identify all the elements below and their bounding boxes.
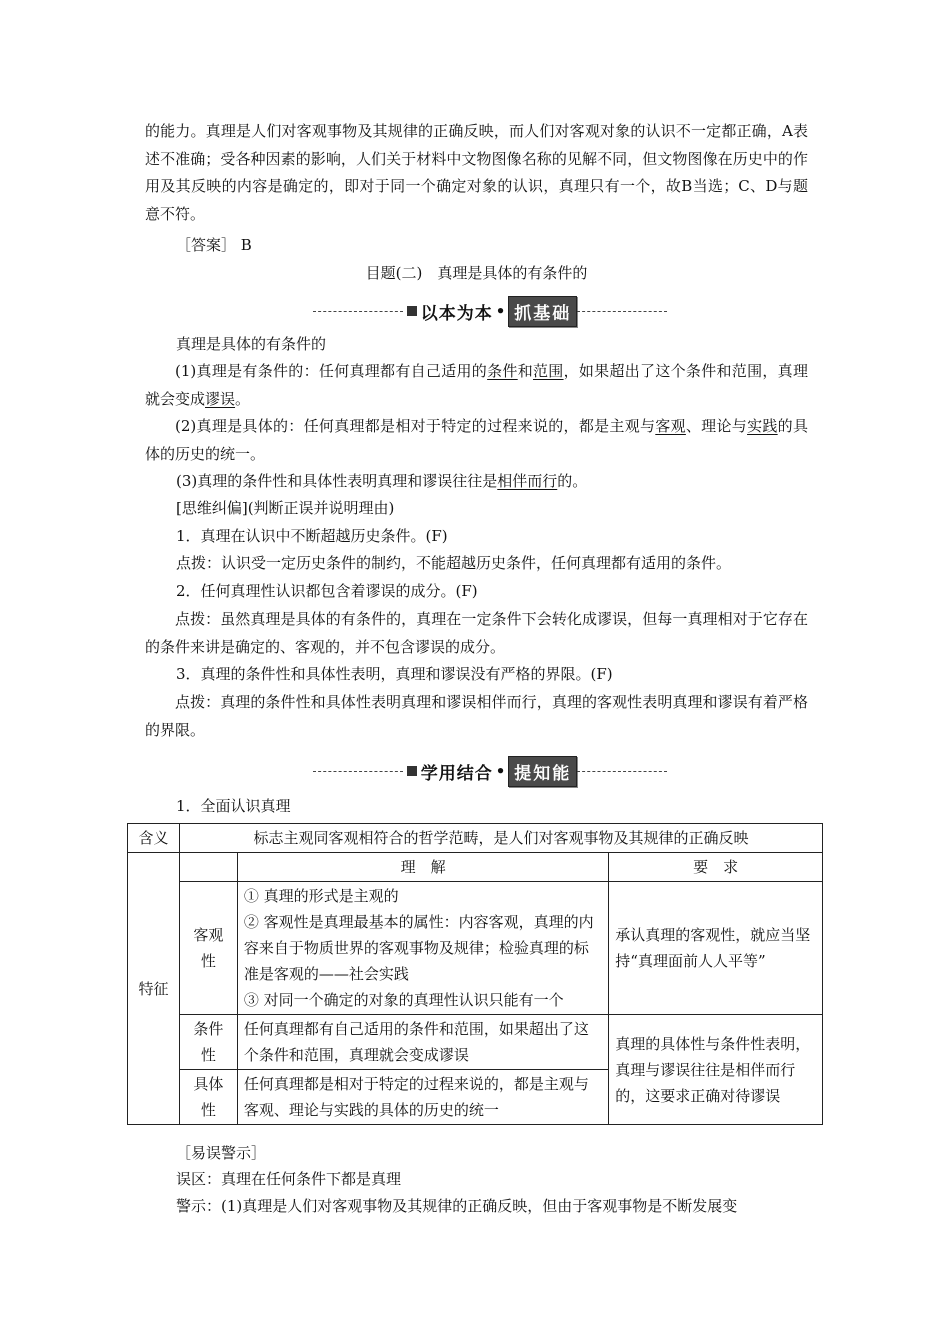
- text-run: 和: [517, 362, 533, 380]
- meaning-label: 含义: [128, 824, 180, 853]
- basics-point-2: [145, 413, 808, 468]
- banner-dash-right: [577, 311, 667, 312]
- column-require: 要 求: [609, 853, 823, 882]
- answer-line: ［答案］ B: [176, 236, 252, 254]
- table-row-header: [128, 853, 823, 882]
- conditional-text: 任何真理都有自己适用的条件和范围，如果超出了这个条件和范围，真理就会变成谬误: [237, 1015, 608, 1070]
- truth-table: [127, 823, 823, 1125]
- feature-label: 特征: [128, 853, 180, 1125]
- judge-answer-1: 点拨：认识受一定历史条件的制约，不能超越历史条件，任何真理都有适用的条件。: [176, 554, 732, 572]
- concrete-text: 任何真理都是相对于特定的过程来说的，都是主观与客观、理论与实践的具体的历史的统一: [237, 1070, 608, 1125]
- warning-error: 误区：真理在任何条件下都是真理: [176, 1170, 402, 1188]
- bullet-dot-icon: •: [495, 762, 506, 780]
- banner-title: 学用结合: [420, 763, 493, 784]
- banner-box-label: 抓基础: [508, 296, 577, 327]
- objective-item: ② 客观性是真理最基本的属性：内容客观，真理的内容来自于物质世界的客观事物及规律；检验真理的标准是客观的——社会实践: [243, 913, 594, 983]
- underlined-term: 客观: [655, 417, 686, 435]
- banner-box-label: 提知能: [508, 756, 577, 787]
- square-bullet-icon: [407, 306, 417, 316]
- text-run: ，如果超出了这个条件和范围，真理就会变成: [145, 362, 808, 408]
- underlined-term: 谬误: [205, 389, 236, 408]
- text-run: 。: [235, 389, 251, 408]
- concrete-label: 具体性: [179, 1070, 237, 1125]
- bullet-dot-icon: •: [495, 302, 506, 320]
- text-run: 的。: [557, 472, 588, 490]
- banner-dash-left: [313, 311, 403, 312]
- objective-label: 客观性: [179, 882, 237, 1015]
- column-understand: 理 解: [237, 853, 608, 882]
- conditional-concrete-require: 真理的具体性与条件性表明，真理与谬误往往是相伴而行的，这要求正确对待谬误: [609, 1015, 823, 1125]
- objective-require: 承认真理的客观性，就应当坚持“真理面前人人平等”: [609, 882, 823, 1015]
- banner-title: 以本为本: [420, 303, 493, 324]
- banner-ability: [300, 756, 680, 786]
- text-run: 的具体的历史的统一。: [145, 417, 808, 463]
- judge-question-3: 3．真理的条件性和具体性表明，真理和谬误没有严格的界限。(F): [176, 665, 613, 683]
- basics-heading: 真理是具体的有条件的: [176, 335, 327, 353]
- judge-answer-2: 点拨：虽然真理是具体的有条件的，真理在一定条件下会转化成谬误，但每一真理相对于它存在的条件来讲是确定的、客观的，并不包含谬误的成分。: [145, 610, 808, 656]
- conditional-label: 条件性: [179, 1015, 237, 1070]
- top-paragraph: 的能力。真理是人们对客观事物及其规律的正确反映，而人们对客观对象的认识不一定都正确，A表述不准确；受各种因素的影响，人们关于材料中文物图像名称的见解不同，但文物图像在历史中的作用及其反映的内容是确定的，即对于同一个确定对象的认识，真理只有一个，故B当选；C、D与题意不符。: [145, 122, 808, 223]
- warning-heading: ［易误警示］: [176, 1144, 267, 1162]
- basics-point-3: [176, 468, 587, 495]
- underlined-term: 条件: [487, 362, 518, 380]
- underlined-term: 相伴而行: [497, 472, 558, 490]
- warning-note: 警示：(1)真理是人们对客观事物及其规律的正确反映，但由于客观事物是不断发展变: [176, 1197, 738, 1215]
- table-row-meaning: [128, 824, 823, 853]
- objective-item: ③ 对同一个确定的对象的真理性认识只能有一个: [243, 991, 564, 1009]
- meaning-text: 标志主观同客观相符合的哲学范畴，是人们对客观事物及其规律的正确反映: [179, 824, 822, 853]
- judge-heading: [思维纠偏](判断正误并说明理由): [176, 499, 395, 517]
- underlined-term: 范围: [532, 362, 564, 380]
- objective-items: [237, 882, 608, 1015]
- judge-answer-3: 点拨：真理的条件性和具体性表明真理和谬误相伴而行，真理的客观性表明真理和谬误有着严格的界限。: [145, 693, 808, 739]
- judge-question-2: 2．任何真理性认识都包含着谬误的成分。(F): [176, 582, 478, 600]
- table-heading: 1．全面认识真理: [176, 797, 291, 815]
- banner-dash-right: [577, 771, 667, 772]
- objective-item: ① 真理的形式是主观的: [243, 887, 399, 905]
- table-row-objective: [128, 882, 823, 1015]
- judge-question-1: 1．真理在认识中不断超越历史条件。(F): [176, 527, 448, 545]
- banner-basics: [300, 296, 680, 326]
- basics-point-1: [145, 358, 808, 413]
- table-row-conditional: [128, 1015, 823, 1070]
- text-run: (3)真理的条件性和具体性表明真理和谬误往往是: [176, 472, 498, 490]
- text-run: (1)真理是有条件的：任何真理都有自己适用的: [175, 362, 488, 380]
- underlined-term: 实践: [747, 417, 778, 435]
- text-run: (2)真理是具体的：任何真理都是相对于特定的过程来说的，都是主观与: [175, 417, 656, 435]
- section-title: 目题(二) 真理是具体的有条件的: [365, 264, 588, 282]
- banner-dash-left: [313, 771, 403, 772]
- text-run: 、理论与: [685, 417, 748, 435]
- blank-cell: [179, 853, 237, 882]
- square-bullet-icon: [407, 766, 417, 776]
